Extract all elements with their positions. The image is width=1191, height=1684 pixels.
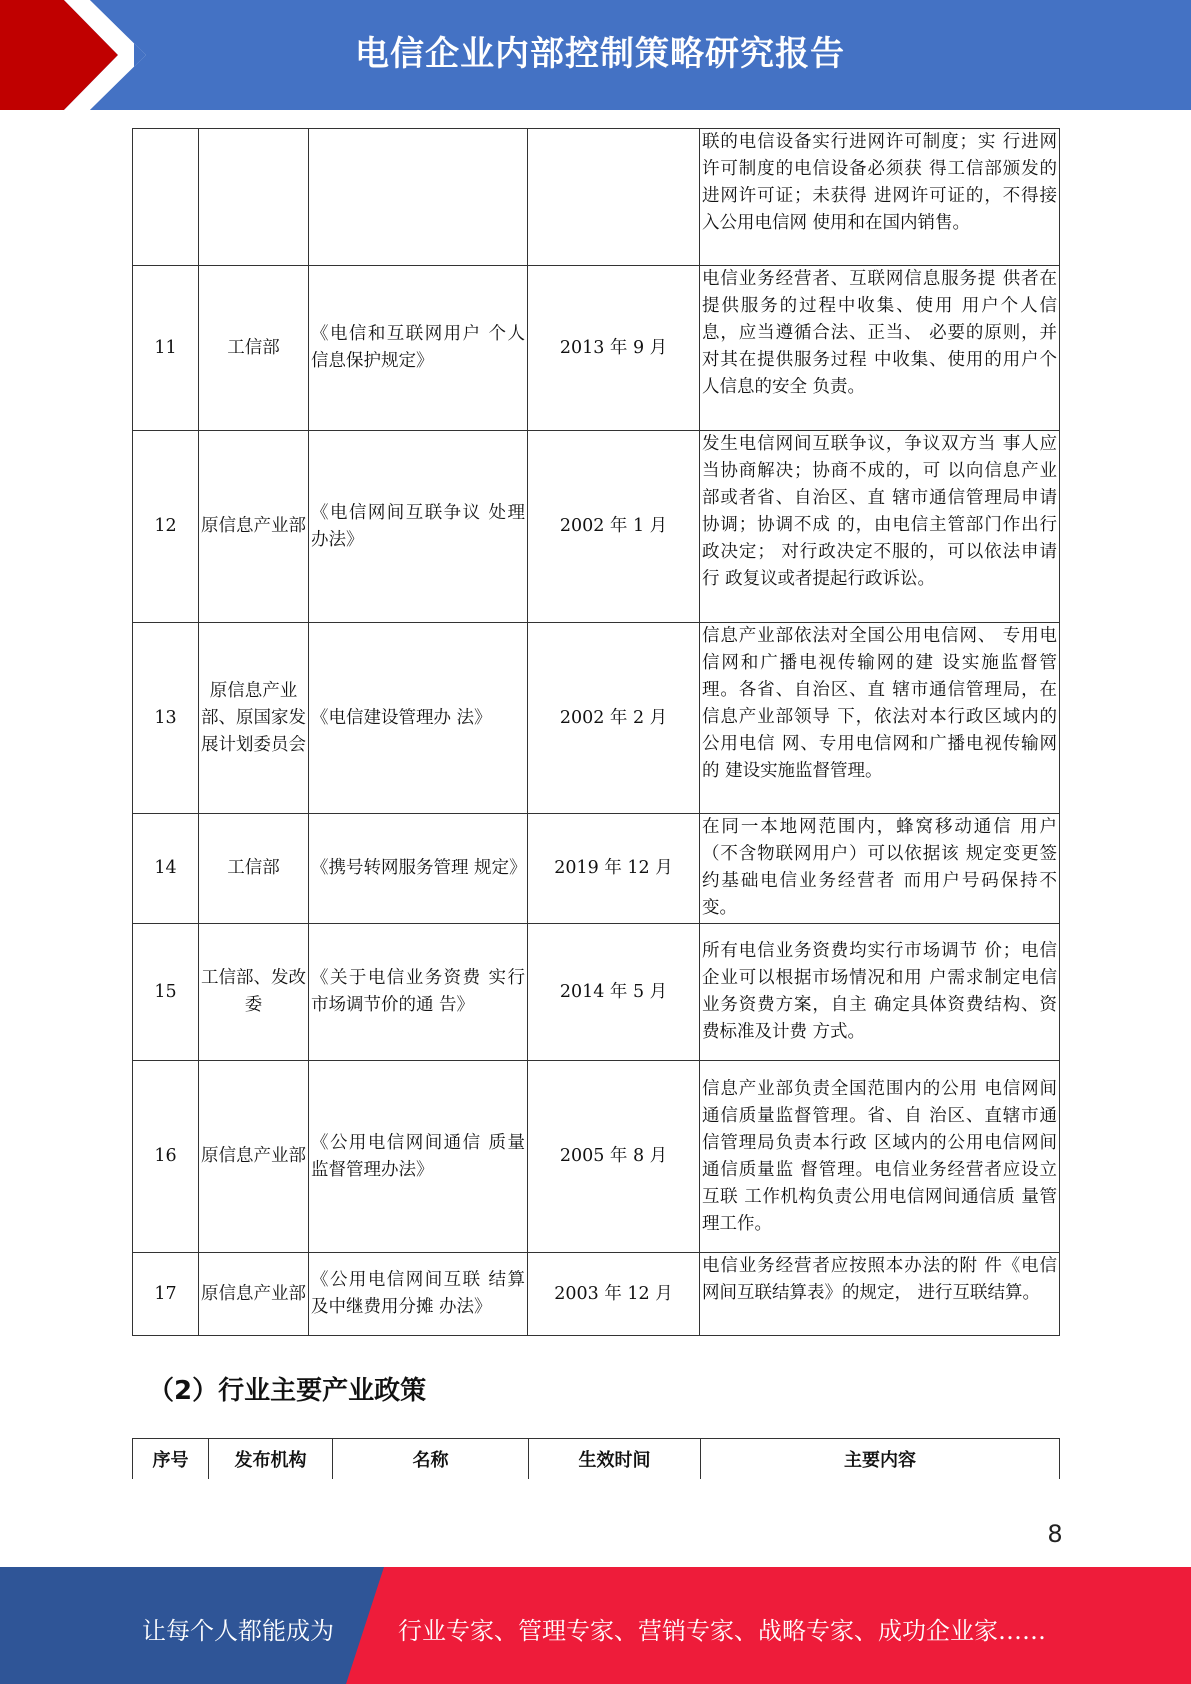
effective-date: 2019 年 12 月 [528,814,700,924]
row-number: 14 [133,814,199,924]
table-row [133,1061,1060,1253]
effective-date [528,129,700,266]
row-number [133,129,199,266]
issuer: 工信部 [199,266,309,431]
row-number: 11 [133,266,199,431]
main-content: 所有电信业务资费均实行市场调节 价；电信企业可以根据市场情况和用 户需求制定电信业务资费方案，自主 确定具体资费结构、资费标准及计费 方式。 [700,924,1060,1061]
main-content: 电信业务经营者、互联网信息服务提 供者在提供服务的过程中收集、使用 用户个人信息，应当遵循合法、正当、 必要的原则，并对其在提供服务过程 中收集、使用的用户个人信息的安全 负责。 [700,266,1060,431]
main-content: 信息产业部依法对全国公用电信网、 专用电信网和广播电视传输网的建 设实施监督管理。各省、自治区、直 辖市通信管理局，在信息产业部领导 下，依法对本行政区域内的公用电信 网、专用电信网和广播电视传输网的 建设实施监督管理。 [700,623,1060,814]
effective-date: 2002 年 1 月 [528,431,700,623]
main-content: 信息产业部负责全国范围内的公用 电信网间通信质量监督管理。省、自 治区、直辖市通信管理局负责本行政 区域内的公用电信网间通信质量监 督管理。电信业务经营者应设立互联 工作机构负责公用电信网间通信质 量管理工作。 [700,1061,1060,1253]
row-number: 16 [133,1061,199,1253]
regulation-name: 《电信建设管理办 法》 [309,623,528,814]
page-number: 8 [1047,1520,1063,1548]
effective-date: 2014 年 5 月 [528,924,700,1061]
header-no: 序号 [133,1439,209,1480]
table-row [133,266,1060,431]
table-header-row [133,1439,1060,1480]
issuer: 原信息产业部、原国家发展计划委员会 [199,623,309,814]
footer-slogan-left: 让每个人都能成为 [142,1617,334,1645]
page-footer [0,1567,1191,1684]
issuer: 原信息产业部 [199,1061,309,1253]
footer-slogan-right: 行业专家、管理专家、营销专家、战略专家、成功企业家…… [398,1617,1046,1645]
main-content: 在同一本地网范围内，蜂窝移动通信 用户（不含物联网用户）可以依据该 规定变更签约基础电信业务经营者 而用户号码保持不变。 [700,814,1060,924]
effective-date: 2002 年 2 月 [528,623,700,814]
header-effective-date: 生效时间 [529,1439,701,1480]
row-number: 12 [133,431,199,623]
regulation-name: 《公用电信网间通信 质量监督管理办法》 [309,1061,528,1253]
effective-date: 2003 年 12 月 [528,1253,700,1336]
row-number: 13 [133,623,199,814]
section-heading: （2）行业主要产业政策 [148,1376,427,1406]
main-content: 联的电信设备实行进网许可制度；实 行进网许可制度的电信设备必须获 得工信部颁发的进网许可证；未获得 进网许可证的，不得接入公用电信网 使用和在国内销售。 [700,129,1060,266]
policy-table [132,1438,1060,1479]
regulation-name [309,129,528,266]
regulation-name: 《电信网间互联争议 处理办法》 [309,431,528,623]
header-name: 名称 [333,1439,529,1480]
table-row [133,623,1060,814]
regulation-name: 《公用电信网间互联 结算及中继费用分摊 办法》 [309,1253,528,1336]
header-issuer: 发布机构 [209,1439,333,1480]
effective-date: 2013 年 9 月 [528,266,700,431]
report-title: 电信企业内部控制策略研究报告 [355,34,845,74]
header-main-content: 主要内容 [701,1439,1060,1480]
issuer [199,129,309,266]
regulation-name: 《携号转网服务管理 规定》 [309,814,528,924]
page-header [0,0,1191,110]
regulation-name: 《关于电信业务资费 实行市场调节价的通 告》 [309,924,528,1061]
table-row [133,924,1060,1061]
regulation-name: 《电信和互联网用户 个人信息保护规定》 [309,266,528,431]
table-row [133,1253,1060,1336]
row-number: 17 [133,1253,199,1336]
issuer: 工信部 [199,814,309,924]
effective-date: 2005 年 8 月 [528,1061,700,1253]
table-row [133,814,1060,924]
row-number: 15 [133,924,199,1061]
table-row [133,431,1060,623]
main-content: 电信业务经营者应按照本办法的附 件《电信网间互联结算表》的规定， 进行互联结算。 [700,1253,1060,1336]
table-row [133,129,1060,266]
main-content: 发生电信网间互联争议，争议双方当 事人应当协商解决；协商不成的，可 以向信息产业部或者省、自治区、直 辖市通信管理局申请协调；协调不成 的，由电信主管部门作出行政决定； 对行政决定不服的，可以依法申请行 政复议或者提起行政诉讼。 [700,431,1060,623]
regulations-table [132,128,1060,1336]
issuer: 工信部、发改委 [199,924,309,1061]
issuer: 原信息产业部 [199,1253,309,1336]
issuer: 原信息产业部 [199,431,309,623]
